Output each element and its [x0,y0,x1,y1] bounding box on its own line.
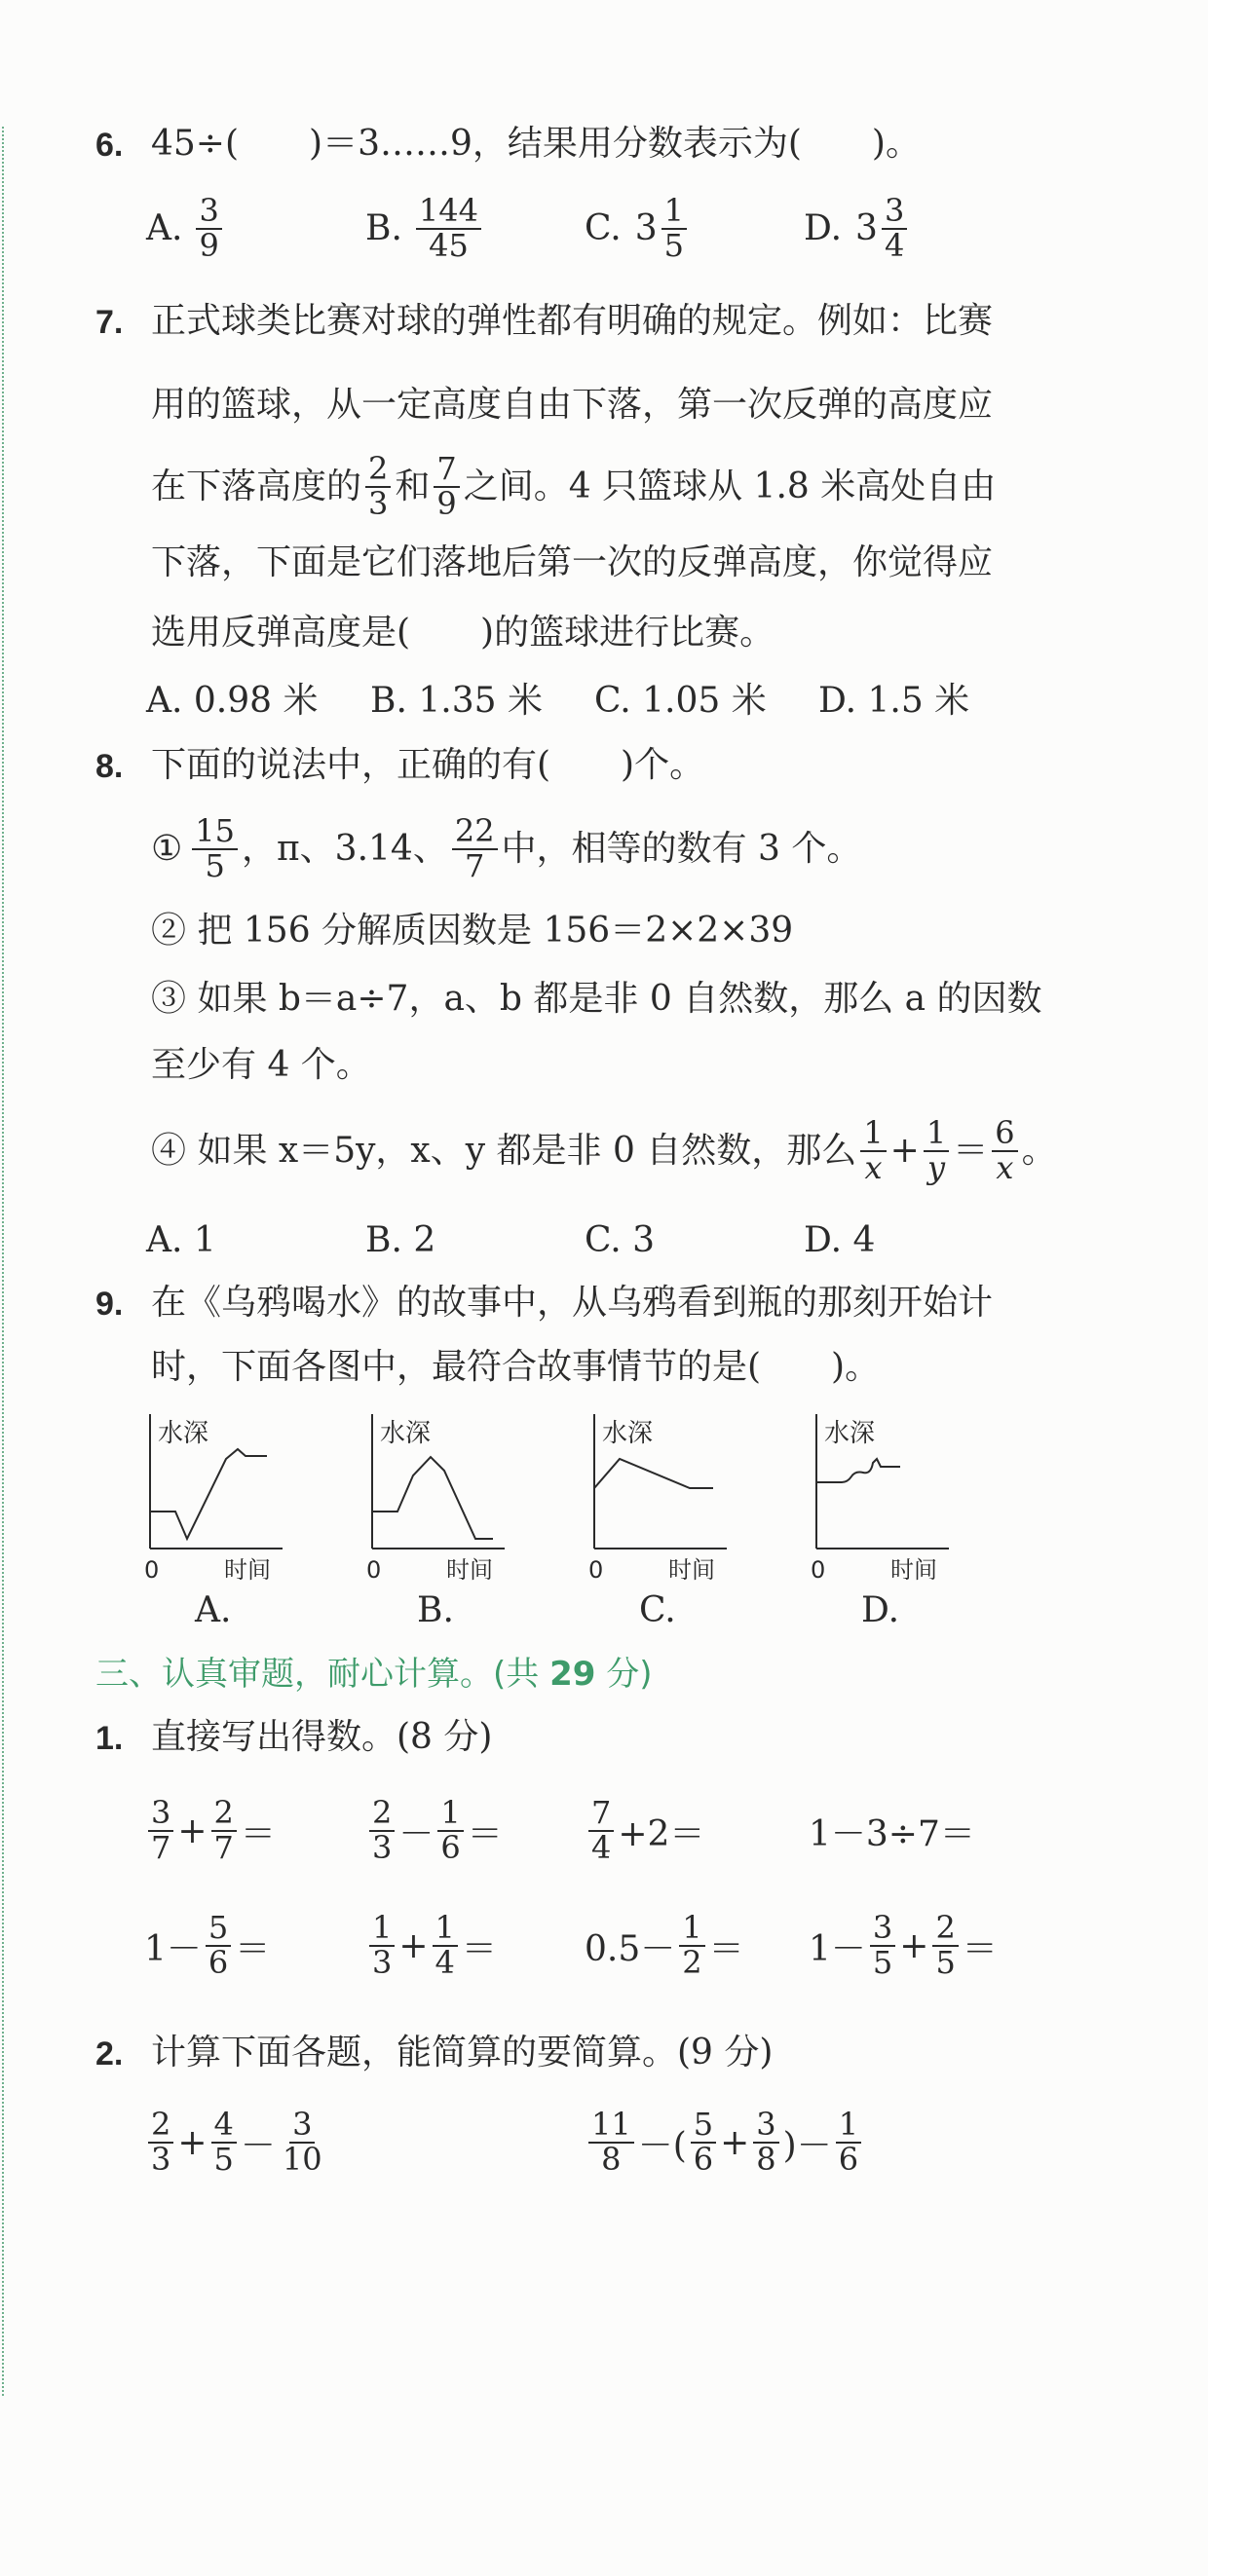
x-axis-label: 时间 [224,1556,271,1584]
y-axis-label: 水深 [380,1419,432,1448]
question-text-line: 在《乌鸦喝水》的故事中，从乌鸦看到瓶的那刻开始计 [151,1283,994,1323]
fraction: $\frac{1}{y}$ [924,1117,949,1184]
text-run: 。 [1021,1131,1057,1171]
depth-curve [372,1457,493,1539]
circled-number: ① [151,829,183,869]
fraction: $\frac{1}{5}$ [661,195,687,262]
operator: + [177,2122,208,2163]
fraction: $\frac{2}{5}$ [932,1912,958,1979]
section-title-end: 分) [595,1655,653,1694]
fraction: $\frac{1}{6}$ [836,2109,861,2176]
equals-sign: ＝ [953,1131,989,1171]
text-run: 1－ [809,1928,866,1969]
equals-sign: ＝ [962,1928,998,1969]
x-axis-label: 时间 [890,1556,937,1584]
fraction: $\frac{6}{x}$ [992,1117,1017,1184]
text-run: 0.5－ [585,1928,676,1969]
option-c: C. 1.05 米 [594,681,767,721]
operator: )－ [782,2125,832,2166]
calc-expression-5 [144,1907,270,1985]
option-c [585,192,691,264]
calc-2-expression-2 [585,2104,865,2182]
calc-expression-4: 1－3÷7＝ [809,1813,975,1854]
option-c: C. 3 [585,1220,656,1260]
fraction: $\frac{1}{2}$ [679,1912,704,1979]
text-run: 在下落高度的 [151,467,362,506]
graph-b [359,1402,514,1587]
option-a [146,192,226,264]
fraction: $\frac{3}{8}$ [753,2109,778,2176]
question-number: 8. [95,748,124,785]
depth-curve [594,1459,713,1488]
equals-sign: ＝ [240,1813,276,1854]
text-run: ④ 如果 x＝5y，x、y 都是非 0 自然数，那么 [151,1131,857,1171]
fraction: $\frac{3}{7}$ [148,1797,173,1864]
fraction: $\frac{2}{3}$ [148,2109,173,2176]
section-header [95,1655,653,1694]
operator: + [899,1925,929,1966]
equals-sign: ＝ [461,1928,497,1969]
graph-c-label: C. [639,1590,676,1630]
question-number: 7. [95,304,124,341]
question-number: 2. [95,2035,124,2072]
option-b: B. 2 [365,1220,436,1260]
mixed-whole: 3 [855,207,878,248]
fraction: $\frac{1}{x}$ [860,1117,886,1184]
graph-a-label: A. [195,1590,232,1630]
depth-curve [150,1449,267,1539]
option-b [365,192,485,264]
binding-margin-line [2,127,4,2396]
operator: + [398,1925,429,1966]
option-d: D. 1.5 米 [818,681,970,721]
depth-curve [816,1459,900,1482]
fraction: $\frac{7}{9}$ [434,453,459,520]
question-text-line: 用的篮球，从一定高度自由下落，第一次反弹的高度应 [151,385,994,425]
option-label: A. [146,207,183,248]
option-a: A. 1 [146,1220,216,1260]
graph-d [803,1402,959,1587]
graph-a [136,1402,292,1587]
fraction: $\frac{7}{4}$ [588,1797,614,1864]
question-text-line [151,448,996,526]
origin-label: 0 [811,1556,826,1584]
question-number: 6. [95,127,124,164]
y-axis-label: 水深 [824,1419,876,1448]
question-text: 45÷( )＝3……9，结果用分数表示为( )。 [151,124,921,164]
statement-1 [151,810,861,888]
option-a: A. 0.98 米 [146,681,319,721]
question-number: 9. [95,1286,124,1323]
calc-2-expression-1 [144,2104,329,2182]
fraction: $\frac{5}{6}$ [691,2109,716,2176]
text-run: 1－ [144,1928,202,1969]
statement-2: ② 把 156 分解质因数是 156＝2×2×39 [151,911,794,951]
graph-d-label: D. [861,1590,900,1630]
graph-c [581,1402,737,1587]
text-run: 之间。4 只篮球从 1.8 米高处自由 [463,467,997,506]
fraction: $\frac{3}{9}$ [196,195,221,262]
question-text: 直接写出得数。(8 分) [151,1717,493,1757]
statement-3: ③ 如果 b＝a÷7，a、b 都是非 0 自然数，那么 a 的因数 [151,979,1042,1019]
statement-4 [151,1112,1057,1190]
fraction: $\frac{1}{4}$ [433,1912,458,1979]
calc-expression-3 [585,1792,704,1870]
operator: － [240,2125,276,2166]
fraction: $\frac{3}{4}$ [882,195,907,262]
text-run: ，π、3.14、 [242,829,448,869]
calc-expression-6 [365,1907,497,1985]
question-text-line: 选用反弹高度是( )的篮球进行比赛。 [151,613,775,653]
option-label: C. [585,207,622,248]
fraction: $\frac{2}{3}$ [369,1797,395,1864]
x-axis-label: 时间 [446,1556,493,1584]
text-run: +2＝ [618,1813,705,1854]
fraction: $\frac{15}{5}$ [192,815,238,882]
section-title: 三、认真审题，耐心计算。(共 [95,1655,550,1694]
option-d: D. 4 [804,1220,876,1260]
calc-expression-1 [144,1792,276,1870]
fraction: $\frac{144}{45}$ [416,195,481,262]
statement-3-continued: 至少有 4 个。 [151,1045,371,1085]
fraction: $\frac{22}{7}$ [452,815,498,882]
option-label: B. [365,207,402,248]
operator: －( [637,2125,687,2166]
graph-b-label: B. [417,1590,454,1630]
fraction: $\frac{1}{6}$ [437,1797,463,1864]
option-d [804,192,911,264]
question-text-line: 正式球类比赛对球的弹性都有明确的规定。例如：比赛 [151,301,994,341]
question-text: 计算下面各题，能简算的要简算。(9 分) [151,2033,774,2072]
mixed-whole: 3 [634,207,658,248]
x-axis-label: 时间 [668,1556,715,1584]
fraction: $\frac{11}{8}$ [588,2109,634,2176]
equals-sign: ＝ [467,1813,503,1854]
calc-expression-2 [365,1792,503,1870]
fraction: $\frac{3}{10}$ [282,2106,322,2178]
text-run: 和 [395,467,431,506]
y-axis-label: 水深 [602,1419,654,1448]
origin-label: 0 [588,1556,604,1584]
origin-label: 0 [366,1556,382,1584]
fraction: $\frac{4}{5}$ [211,2109,237,2176]
operator: － [398,1813,435,1854]
origin-label: 0 [144,1556,160,1584]
section-points: 29 [549,1655,596,1694]
operator: + [177,1811,208,1851]
question-text-line: 时，下面各图中，最符合故事情节的是( )。 [151,1347,881,1387]
plus-sign: + [889,1131,920,1171]
fraction: $\frac{2}{7}$ [211,1797,237,1864]
equals-sign: ＝ [708,1928,744,1969]
option-b: B. 1.35 米 [370,681,543,721]
operator: + [720,2122,750,2163]
fraction: $\frac{3}{5}$ [870,1912,895,1979]
question-number: 1. [95,1720,124,1757]
equals-sign: ＝ [235,1928,271,1969]
option-label: D. [804,207,843,248]
question-text-line: 下落，下面是它们落地后第一次的反弹高度，你觉得应 [151,542,994,582]
fraction: $\frac{5}{6}$ [206,1912,231,1979]
fraction: $\frac{1}{3}$ [369,1912,395,1979]
calc-expression-7 [585,1907,744,1985]
text-run: 中，相等的数有 3 个。 [501,829,862,869]
calc-expression-8 [809,1907,998,1985]
y-axis-label: 水深 [158,1419,209,1448]
question-text: 下面的说法中，正确的有( )个。 [151,745,705,785]
fraction: $\frac{2}{3}$ [365,453,391,520]
